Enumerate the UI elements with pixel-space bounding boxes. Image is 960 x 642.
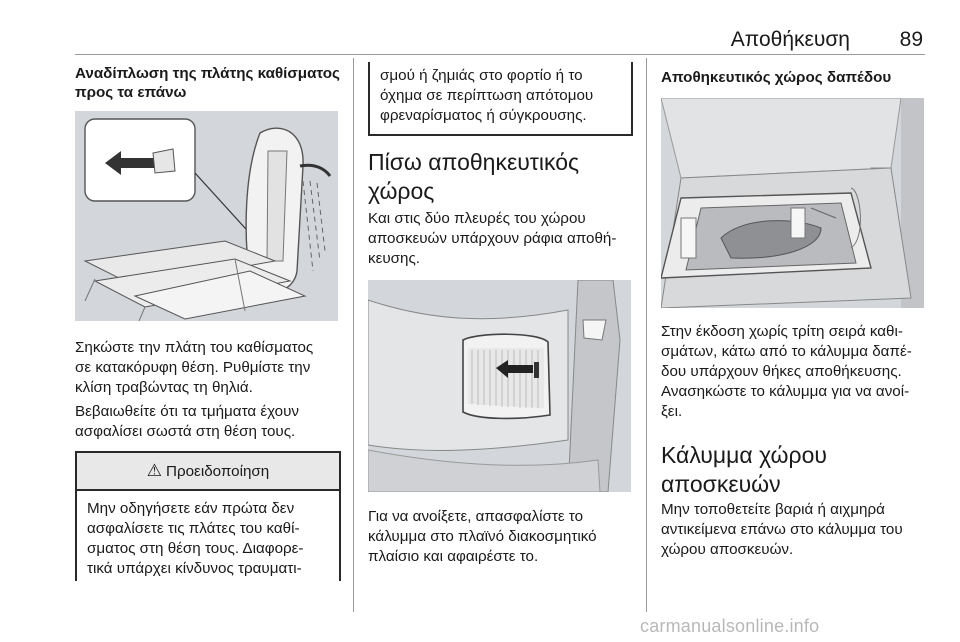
column-2 [368, 62, 633, 567]
warning-continuation: σμού ή ζημιάς στο φορτίο ή το όχημα σε περίπτωση απότομου φρεναρίσματος ή σύγκρουσης. [368, 62, 633, 136]
page-number: 89 [899, 28, 923, 51]
seat-fold-paragraph: Σηκώστε την πλάτη του καθίσματος σε κατακόρυφη θέση. Ρυθμίστε την κλίση τραβώντας τη θηλιά. [75, 339, 314, 396]
luggage-cover-title: Κάλυμμα χώρου αποσκευών [661, 442, 827, 497]
floor-storage-heading: Αποθηκευτικός χώρος δαπέδου [661, 69, 892, 86]
warning-triangle-icon: ⚠ [146, 461, 162, 480]
warning-header: ⚠ Προειδοποίηση [77, 453, 339, 491]
warning-box [75, 451, 341, 581]
seat-fold-heading: Αναδίπλωση της πλάτης καθίσματος προς τα επάνω [75, 65, 340, 101]
running-header-title: Αποθήκευση [730, 28, 850, 51]
header-rule [75, 54, 925, 55]
seat-illustration [75, 111, 338, 321]
rear-storage-paragraph: Και στις δύο πλευρές του χώρου αποσκευών υπάρχουν ράφια αποθή- κευσης. [368, 210, 617, 267]
seat-lock-paragraph: Βεβαιωθείτε ότι τα τμήματα έχουν ασφαλίσει σωστά στη θέση τους. [75, 403, 300, 440]
watermark-text: carmanualsonline.info [640, 616, 820, 636]
floor-storage-illustration [661, 98, 924, 308]
floor-storage-paragraph: Στην έκδοση χωρίς τρίτη σειρά καθι- σμάτων, κάτω από το κάλυμμα δαπέ- δου υπάρχουν θήκες αποθήκευσης. Ανασηκώστε το κάλυμμα για να ανοί- ξει. [661, 323, 912, 420]
luggage-cover-paragraph: Μην τοποθετείτε βαριά ή αιχμηρά αντικείμενα επάνω στο κάλυμμα του χώρου αποσκευών. [661, 501, 903, 558]
side-trim-paragraph: Για να ανοίξετε, απασφαλίστε το κάλυμμα στο πλαϊνό διακοσμητικό πλαίσιο και αφαιρέστε το. [368, 508, 597, 565]
column-3 [661, 64, 926, 560]
side-trim-illustration [368, 280, 631, 492]
column-divider-2 [646, 58, 647, 612]
column-divider-1 [353, 58, 354, 612]
rear-storage-title: Πίσω αποθηκευτικός χώρος [368, 149, 580, 204]
column-1 [75, 64, 341, 581]
warning-text: Μην οδηγήσετε εάν πρώτα δεν ασφαλίσετε τις πλάτες του καθί- σματος στη θέση τους. Διαφορε- τικά υπάρχει κίνδυνος τραυματι- [87, 500, 304, 577]
